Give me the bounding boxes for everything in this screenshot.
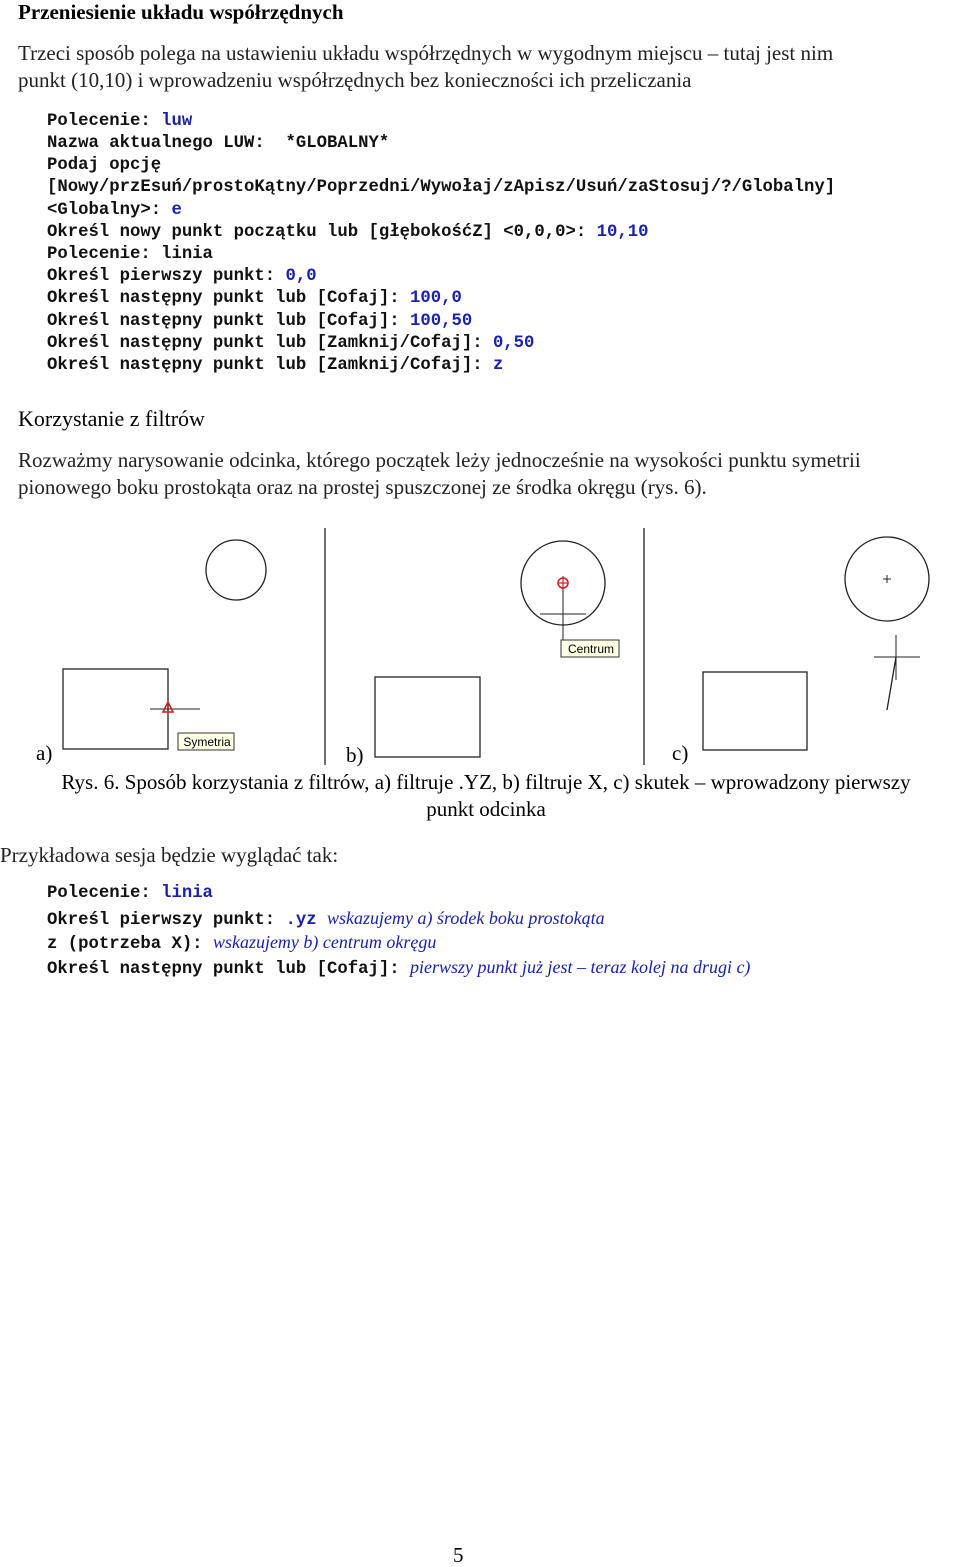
console-line: Polecenie: luw — [47, 112, 193, 131]
console-line: Określ następny punkt lub [Zamknij/Cofaj]: z — [47, 356, 504, 375]
rubber-band-line — [887, 657, 896, 710]
panel-c — [703, 537, 929, 750]
tooltip-symetria: Symetria — [183, 735, 231, 749]
paragraph-ucs — [18, 40, 958, 94]
console-line: Określ pierwszy punkt: .yz wskazujemy a) środek boku prostokąta — [47, 908, 605, 930]
figure-filters — [0, 520, 960, 775]
console-line: Polecenie: linia — [47, 245, 213, 264]
session-intro: Przykładowa sesja będzie wyglądać tak: — [0, 843, 339, 867]
section-heading-ucs: Przeniesienie układu współrzędnych — [18, 0, 344, 24]
section-heading-filters: Korzystanie z filtrów — [18, 406, 205, 431]
paragraph-filters — [18, 447, 958, 501]
page-number: 5 — [453, 1543, 464, 1567]
tooltip-centrum: Centrum — [567, 642, 614, 656]
console-line: Określ następny punkt lub [Cofaj]: pierwszy punkt już jest – teraz kolej na drugi c) — [47, 957, 751, 979]
figure-caption — [0, 769, 960, 823]
rectangle-c — [703, 672, 807, 750]
panel-a — [63, 540, 266, 750]
console-line: z (potrzeba X): wskazujemy b) centrum okręgu — [47, 932, 437, 954]
console-line: Polecenie: linia — [47, 884, 213, 903]
console-line: Określ następny punkt lub [Cofaj]: 100,0 — [47, 289, 462, 308]
figure-label-c: c) — [672, 741, 689, 765]
paragraph-line: pionowego boku prostokąta oraz na prostej spuszczonej ze środka okręgu (rys. 6). — [18, 475, 707, 499]
caption-line: punkt odcinka — [426, 797, 546, 821]
paragraph-line: punkt (10,10) i wprowadzeniu współrzędnych bez konieczności ich przeliczania — [18, 68, 692, 92]
console-line: Określ następny punkt lub [Zamknij/Cofaj]: 0,50 — [47, 334, 535, 353]
console-line: Nazwa aktualnego LUW: *GLOBALNY* — [47, 134, 390, 153]
paragraph-line: Rozważmy narysowanie odcinka, którego początek leży jednocześnie na wysokości punktu symetrii — [18, 448, 861, 472]
console-line: Określ następny punkt lub [Cofaj]: 100,50 — [47, 312, 473, 331]
console-line: [Nowy/przEsuń/prostoKątny/Poprzedni/Wywołaj/zApisz/Usuń/zaStosuj/?/Globalny] — [47, 178, 836, 197]
figure-label-b: b) — [346, 743, 364, 767]
paragraph-line: Trzeci sposób polega na ustawieniu układu współrzędnych w wygodnym miejscu – tutaj jest nim — [18, 41, 834, 65]
caption-line: Rys. 6. Sposób korzystania z filtrów, a) filtruje .YZ, b) filtruje X, c) skutek – wprowadzony pierwszy — [61, 770, 911, 794]
console-line: Podaj opcję — [47, 156, 162, 175]
circle-a — [206, 540, 266, 600]
rectangle-b — [375, 677, 480, 757]
console-line: Określ pierwszy punkt: 0,0 — [47, 267, 317, 286]
console-line: <Globalny>: e — [47, 201, 182, 220]
console-line: Określ nowy punkt początku lub [głębokośćZ] <0,0,0>: 10,10 — [47, 223, 649, 242]
figure-label-a: a) — [36, 741, 53, 765]
